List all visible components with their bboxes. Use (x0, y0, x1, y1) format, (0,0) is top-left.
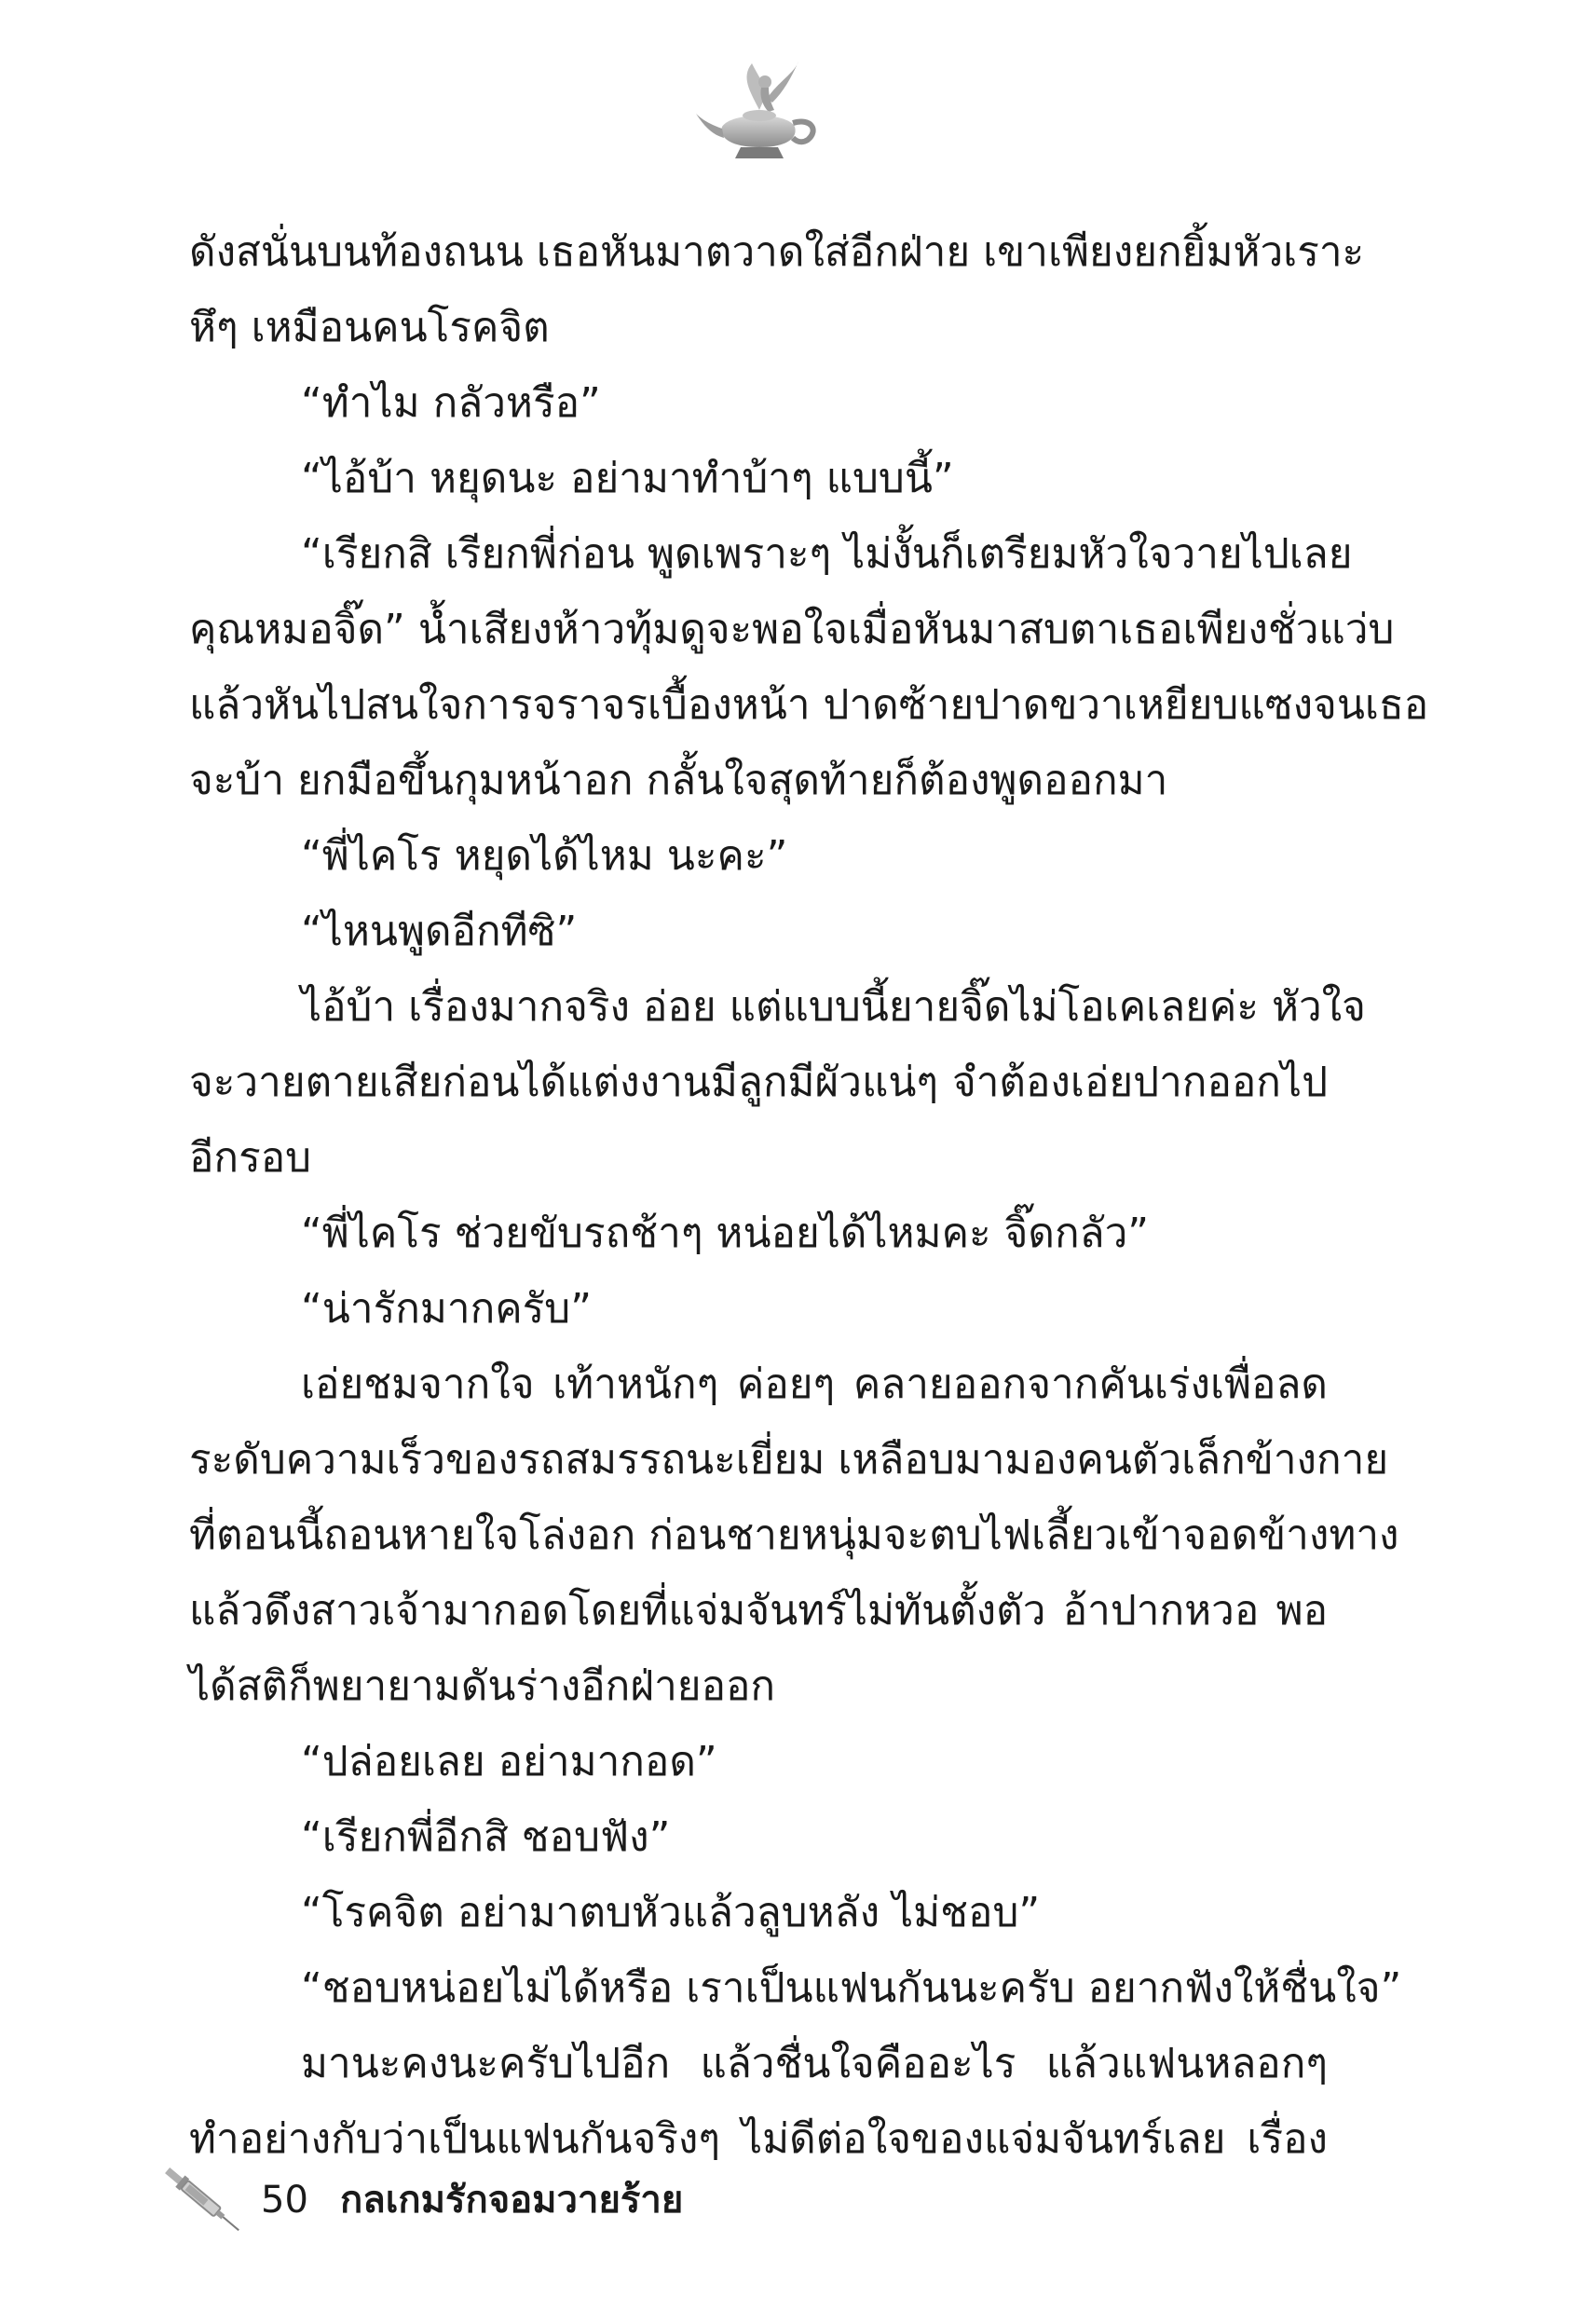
text-line: “ทำไม กลัวหรือ” (301, 379, 601, 427)
text-line: เอ่ยชมจากใจ เท้าหนักๆ ค่อยๆ คลายออกจากคันเร่งเพื่อลด (301, 1361, 1328, 1408)
text-line: “พี่ไคโร หยุดได้ไหม นะคะ” (301, 832, 788, 880)
text-line: “เรียกพี่อีกสิ ชอบฟัง” (301, 1813, 671, 1861)
text-line: ระดับความเร็วของรถสมรรถนะเยี่ยม เหลือบมามองคนตัวเล็กข้างกาย (189, 1436, 1389, 1484)
text-line: ได้สติก็พยายามดันร่างอีกฝ่ายออก (189, 1662, 776, 1710)
text-line: จะวายตายเสียก่อนได้แต่งงานมีลูกมีผัวแน่ๆ จำต้องเอ่ยปากออกไป (189, 1059, 1328, 1106)
text-line: คุณหมอจิ๊ด” น้ำเสียงห้าวทุ้มดูจะพอใจเมื่อหันมาสบตาเธอเพียงชั่วแว่บ (189, 606, 1395, 653)
text-line: แล้วหันไปสนใจการจราจรเบื้องหน้า ปาดซ้ายปาดขวาเหยียบแซงจนเธอ (189, 681, 1429, 729)
text-line: ดังสนั่นบนท้องถนน เธอหันมาตวาดใส่อีกฝ่าย เขาเพียงยกยิ้มหัวเราะ (189, 228, 1365, 276)
text-line: หึๆ เหมือนคนโรคจิต (189, 304, 550, 351)
text-line: “ไหนพูดอีกทีซิ” (301, 908, 578, 955)
text-line: “พี่ไคโร ช่วยขับรถช้าๆ หน่อยได้ไหมคะ จิ๊ดกลัว” (301, 1210, 1150, 1257)
text-line: ที่ตอนนี้ถอนหายใจโล่งอก ก่อนชายหนุ่มจะตบไฟเลี้ยวเข้าจอดข้างทาง (189, 1511, 1399, 1559)
body-text (189, 214, 1429, 2177)
book-title: กลเกมรักจอมวายร้าย (340, 2179, 684, 2222)
text-line: อีกรอบ (189, 1134, 312, 1182)
syringe-icon (149, 2148, 252, 2250)
text-line: “ปล่อยเลย อย่ามากอด” (301, 1738, 717, 1785)
text-line: แล้วดึงสาวเจ้ามากอดโดยที่แจ่มจันทร์ไม่ทันตั้งตัว อ้าปากหวอ พอ (189, 1587, 1328, 1634)
page-number: 50 (261, 2179, 308, 2222)
text-line: “น่ารักมากครับ” (301, 1285, 592, 1333)
text-line: “ชอบหน่อยไม่ได้หรือ เราเป็นแฟนกันนะครับ อยากฟังให้ชื่นใจ” (301, 1964, 1402, 2012)
text-line: “ไอ้บ้า หยุดนะ อย่ามาทำบ้าๆ แบบนี้” (301, 455, 954, 502)
text-line: มานะคงนะครับไปอีก แล้วชื่นใจคืออะไร แล้วแฟนหลอกๆ (301, 2040, 1328, 2087)
text-line: “เรียกสิ เรียกพี่ก่อน พูดเพราะๆ ไม่งั้นก็เตรียมหัวใจวายไปเลย (301, 530, 1353, 578)
genie-lamp-icon (694, 54, 825, 166)
text-line: ไอ้บ้า เรื่องมากจริง อ่อย แต่แบบนี้ยายจิ๊ดไม่โอเคเลยค่ะ หัวใจ (301, 983, 1366, 1031)
text-line: “โรคจิต อย่ามาตบหัวแล้วลูบหลัง ไม่ชอบ” (301, 1889, 1041, 1936)
text-line: ทำอย่างกับว่าเป็นแฟนกันจริงๆ ไม่ดีต่อใจของแจ่มจันทร์เลย เรื่อง (189, 2115, 1328, 2163)
page-footer (149, 2148, 801, 2250)
text-line: จะบ้า ยกมือขึ้นกุมหน้าอก กลั้นใจสุดท้ายก็ต้องพูดออกมา (189, 757, 1168, 804)
